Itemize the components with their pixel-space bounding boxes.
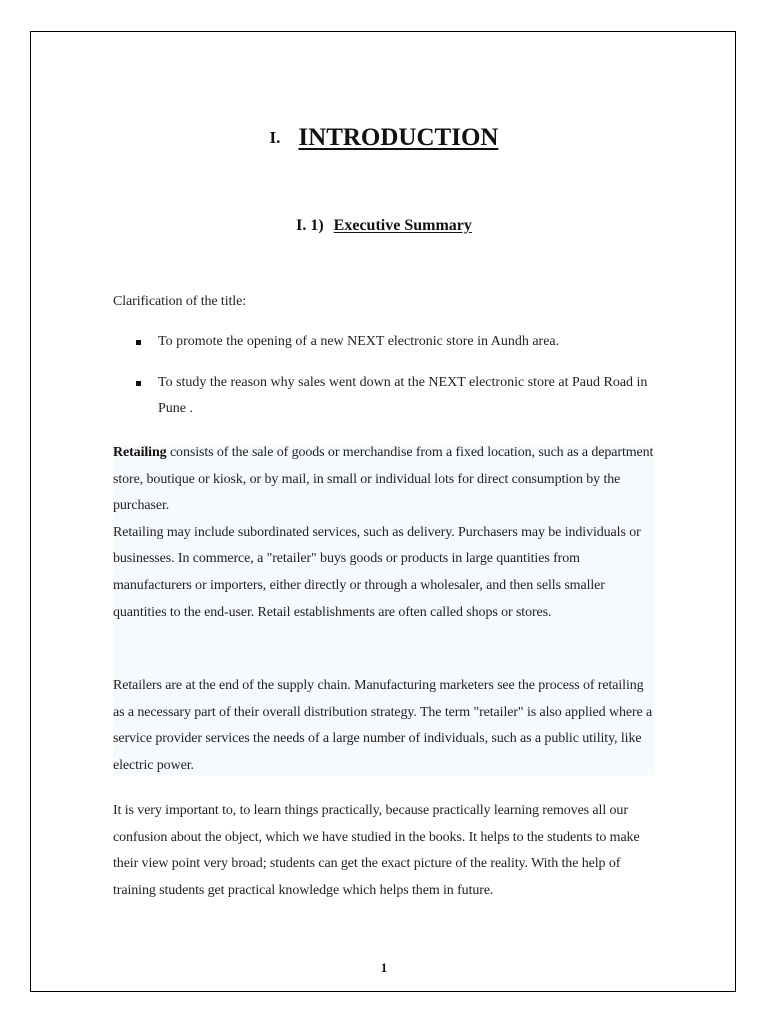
retailing-definition: consists of the sale of goods or merchandise from a fixed location, such as a department store, boutique or kiosk, or by mail, in small or individual lots for direct consumption by the purchaser. [113,445,654,514]
list-item [113,370,658,423]
retailing-services: Retailing may include subordinated services, such as delivery. Purchasers may be individuals or businesses. In commerce, a "retailer" buys goods or products in large quantities from manufacturers or importers, either directly or through a wholesaler, and then sells smaller quantities to the end-user. Retail establishments are often called shops or stores. [113,524,641,620]
retailers-paragraph: Retailers are at the end of the supply chain. Manufacturing marketers see the process of retailing as a necessary part of their overall distribution strategy. The term "retailer" is also applied where a service provider services the needs of a large number of individuals, such as a public utility, like electric power. [113,678,653,773]
section-number: I. 1) [296,217,324,234]
retailing-paragraph [113,440,658,626]
practical-learning-paragraph: It is very important to, to learn things practically, because practically learning removes all our confusion about the object, which we have studied in the books. It helps to the students to make their view point very broad; students can get the exact picture of the reality. With the help of training students get practical knowledge which helps them in future. [113,803,640,898]
retailing-term: Retailing [113,445,167,460]
chapter-heading [0,124,768,152]
list-item [113,329,658,356]
objectives-list [113,329,658,423]
section-title: Executive Summary [333,217,472,234]
page-number: 1 [380,960,388,975]
clarification-label: Clarification of the title: [113,294,246,309]
square-bullet-icon [136,381,141,386]
list-item-text: To study the reason why sales went down at the NEXT electronic store at Paud Road in Pune . [158,374,648,417]
list-item-text: To promote the opening of a new NEXT electronic store in Aundh area. [158,334,560,349]
chapter-number: I. [269,128,281,147]
square-bullet-icon [136,340,141,345]
section-heading [0,217,768,235]
chapter-title: INTRODUCTION [298,124,499,151]
